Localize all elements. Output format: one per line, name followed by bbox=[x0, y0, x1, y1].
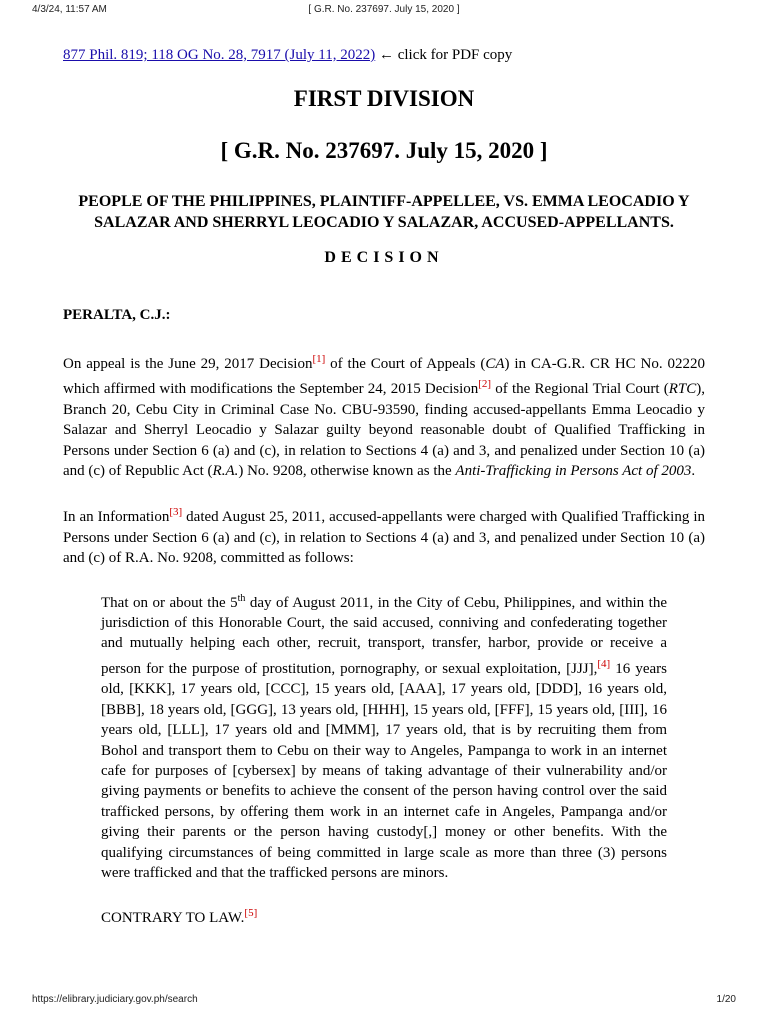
information-quote bbox=[101, 589, 667, 929]
text-run: ), Branch 20, Cebu City in Criminal Case No. CBU-93590, finding accused-appellants Emma Leocadio y Salazar and Sherryl Leocadio y Salazar guilty beyond reasonable doubt of Qualified Trafficking in Persons under Section 6 (a) and (c), in relation to Sections 4 (a) and 3, and penalized under Section 10 (a) and (c) of Republic Act ( bbox=[63, 381, 706, 480]
case-number-heading: [ G.R. No. 237697. July 15, 2020 ] bbox=[220, 138, 548, 163]
division-heading: FIRST DIVISION bbox=[293, 86, 475, 111]
footnote-ref-2[interactable]: [2] bbox=[478, 378, 492, 391]
text-run: dated August 25, 2011, accused-appellants were charged with Qualified Trafficking in Persons under Section 6 (a) and (c), in relation to Sections 4 (a) and 3, and penalized under Section 10 (a) and (c) of R.A. No. 9208, committed as follows: bbox=[63, 509, 705, 567]
text-run: ) No. 9208, otherwise known as the bbox=[238, 463, 456, 480]
pdf-copy-hint: ← click for PDF copy bbox=[378, 47, 513, 63]
text-run: ) in CA-G.R. CR HC No. 02220 which affirmed with modifications the September 24, 2015 Decision bbox=[63, 356, 705, 398]
ordinal-suffix: th bbox=[237, 592, 246, 604]
contrary-to-law bbox=[101, 903, 667, 928]
print-url: https://elibrary.judiciary.gov.ph/search bbox=[32, 994, 198, 1005]
paragraph-information bbox=[63, 502, 705, 568]
footnote-ref-4[interactable]: [4] bbox=[597, 657, 611, 670]
ponente: PERALTA, C.J.: bbox=[63, 307, 171, 323]
print-footer bbox=[0, 994, 768, 1010]
citation-line bbox=[63, 44, 705, 66]
case-parties: PEOPLE OF THE PHILIPPINES, PLAINTIFF-APPELLEE, VS. EMMA LEOCADIO Y SALAZAR AND SHERRYL LEOCADIO Y SALAZAR, ACCUSED-APPELLANTS. bbox=[78, 193, 690, 231]
text-run: On appeal is the June 29, 2017 Decision bbox=[63, 356, 313, 372]
print-page-number: 1/20 bbox=[716, 994, 736, 1005]
print-page-title: [ G.R. No. 237697. July 15, 2020 ] bbox=[308, 4, 460, 15]
text-run: 16 years old, [KKK], 17 years old, [CCC], 15 years old, [AAA], 17 years old, [DDD], 16 years old, [BBB], 18 years old, [GGG], 13 years old, [HHH], 15 years old, [FFF], 15 years old, [III], 16 years old, [LLL], 17 years old and [MMM], 17 years old, that is by recruiting them from Bohol and transport them to Cebu on their way to Angeles, Pampanga to work in an internet cafe for purposes of [cybersex] by means of taking advantage of their vulnerability and/or giving payments or benefits to achieve the consent of the person having control over the said trafficked persons, by offering them work in an internet cafe in Angeles, Pampanga and/or giving their parents or the person having custody[,] money or other benefits. With the qualifying circumstances of being committed in large scale as more than three (3) persons were trafficked and that the trafficked persons are minors. bbox=[101, 660, 668, 881]
print-header bbox=[0, 0, 768, 16]
footnote-ref-5[interactable]: [5] bbox=[244, 907, 258, 920]
text-run: In an Information bbox=[63, 509, 170, 526]
document-body bbox=[63, 44, 705, 929]
abbrev-ca: CA bbox=[485, 356, 505, 372]
text-run: That on or about the 5 bbox=[101, 594, 238, 611]
print-datetime: 4/3/24, 11:57 AM bbox=[32, 4, 107, 15]
text-run: . bbox=[691, 463, 696, 480]
decision-heading: DECISION bbox=[324, 249, 444, 266]
footnote-ref-3[interactable]: [3] bbox=[169, 506, 183, 519]
text-run: of the Regional Trial Court ( bbox=[491, 381, 669, 398]
quote-paragraph bbox=[101, 589, 667, 884]
abbrev-ra: R.A. bbox=[212, 463, 239, 480]
paragraph-appeal bbox=[63, 349, 705, 481]
pdf-citation-link[interactable]: 877 Phil. 819; 118 OG No. 28, 7917 (July 11, 2022) bbox=[63, 47, 376, 63]
act-title: Anti-Trafficking in Persons Act of 2003 bbox=[455, 463, 692, 480]
footnote-ref-1[interactable]: [1] bbox=[312, 353, 326, 365]
abbrev-rtc: RTC bbox=[668, 381, 697, 398]
text-run: day of August 2011, in the City of Cebu, Philippines, and within the jurisdiction of this Honorable Court, the said accused, conniving and confederating together and mutually helping each other, recruit, transport, transfer, harbor, provide or receive a person for the purpose of prostitution, pornography, or sexual exploitation, [JJJ], bbox=[101, 594, 667, 677]
text-run: of the Court of Appeals ( bbox=[325, 356, 486, 372]
text-run: CONTRARY TO LAW. bbox=[101, 910, 245, 927]
